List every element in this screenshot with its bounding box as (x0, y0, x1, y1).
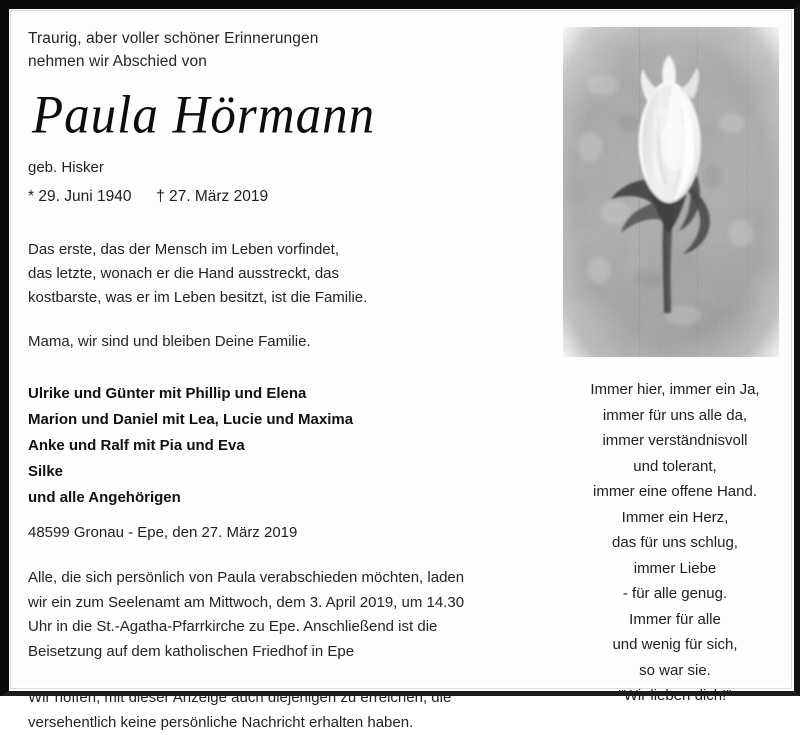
dedication-text: Mama, wir sind und bleiben Deine Familie. (28, 330, 528, 354)
closing-line: versehentlich keine persönliche Nachricht erhalten haben. (28, 711, 528, 735)
white-rose-icon (563, 27, 779, 357)
family-line: Ulrike und Günter mit Phillip und Elena (28, 381, 528, 407)
memorial-poem (555, 377, 795, 709)
deceased-name: Paula Hörmann (32, 86, 528, 145)
invitation-line: wir ein zum Seelenamt am Mittwoch, dem 3. April 2019, um 14.30 (28, 591, 540, 616)
invitation-line: Beisetzung auf dem katholischen Friedhof in Epe (28, 640, 540, 665)
invitation-line: Alle, die sich persönlich von Paula verabschieden möchten, laden (28, 566, 540, 591)
family-list (28, 381, 528, 511)
poem-line: immer für uns alle da, (555, 403, 795, 429)
poem-line: "Wir lieben dich!" (555, 683, 795, 709)
verse-line: das letzte, wonach er die Hand ausstreckt, das (28, 262, 528, 286)
poem-line: so war sie. (555, 658, 795, 684)
poem-line: immer eine offene Hand. (555, 479, 795, 505)
life-dates (28, 186, 528, 208)
intro-line: nehmen wir Abschied von (28, 50, 528, 73)
intro-line: Traurig, aber voller schöner Erinnerungen (28, 27, 528, 50)
place-and-date: 48599 Gronau - Epe, den 27. März 2019 (28, 522, 528, 544)
poem-line: - für alle genug. (555, 581, 795, 607)
intro-text (28, 27, 528, 73)
family-line: und alle Angehörigen (28, 485, 528, 511)
poem-line: immer Liebe (555, 556, 795, 582)
poem-line: Immer ein Herz, (555, 505, 795, 531)
poem-line: Immer für alle (555, 607, 795, 633)
right-column (551, 27, 797, 709)
invitation-line: Uhr in die St.-Agatha-Pfarrkirche zu Epe. Anschließend ist die (28, 615, 540, 640)
poem-line: Immer hier, immer ein Ja, (555, 377, 795, 403)
left-text-column (28, 27, 528, 735)
closing-note (28, 686, 528, 735)
maiden-name: geb. Hisker (28, 157, 528, 179)
family-line: Silke (28, 459, 528, 485)
memorial-verse (28, 238, 528, 310)
birth-date: 29. Juni 1940 (38, 188, 131, 205)
poem-line: das für uns schlug, (555, 530, 795, 556)
family-line: Marion und Daniel mit Lea, Lucie und Maxima (28, 407, 528, 433)
poem-line: und wenig für sich, (555, 632, 795, 658)
verse-line: kostbarste, was er im Leben besitzt, ist die Familie. (28, 286, 528, 310)
closing-line: Wir hoffen, mit dieser Anzeige auch diejenigen zu erreichen, die (28, 686, 528, 711)
family-line: Anke und Ralf mit Pia und Eva (28, 433, 528, 459)
death-date: 27. März 2019 (169, 188, 268, 205)
birth-symbol-icon: * (28, 188, 34, 205)
funeral-invitation (28, 566, 540, 664)
poem-line: und tolerant, (555, 454, 795, 480)
rose-photo (563, 27, 779, 357)
verse-line: Das erste, das der Mensch im Leben vorfindet, (28, 238, 528, 262)
cross-symbol-icon: † (156, 188, 165, 205)
notice-paper (11, 11, 791, 685)
poem-line: immer verständnisvoll (555, 428, 795, 454)
